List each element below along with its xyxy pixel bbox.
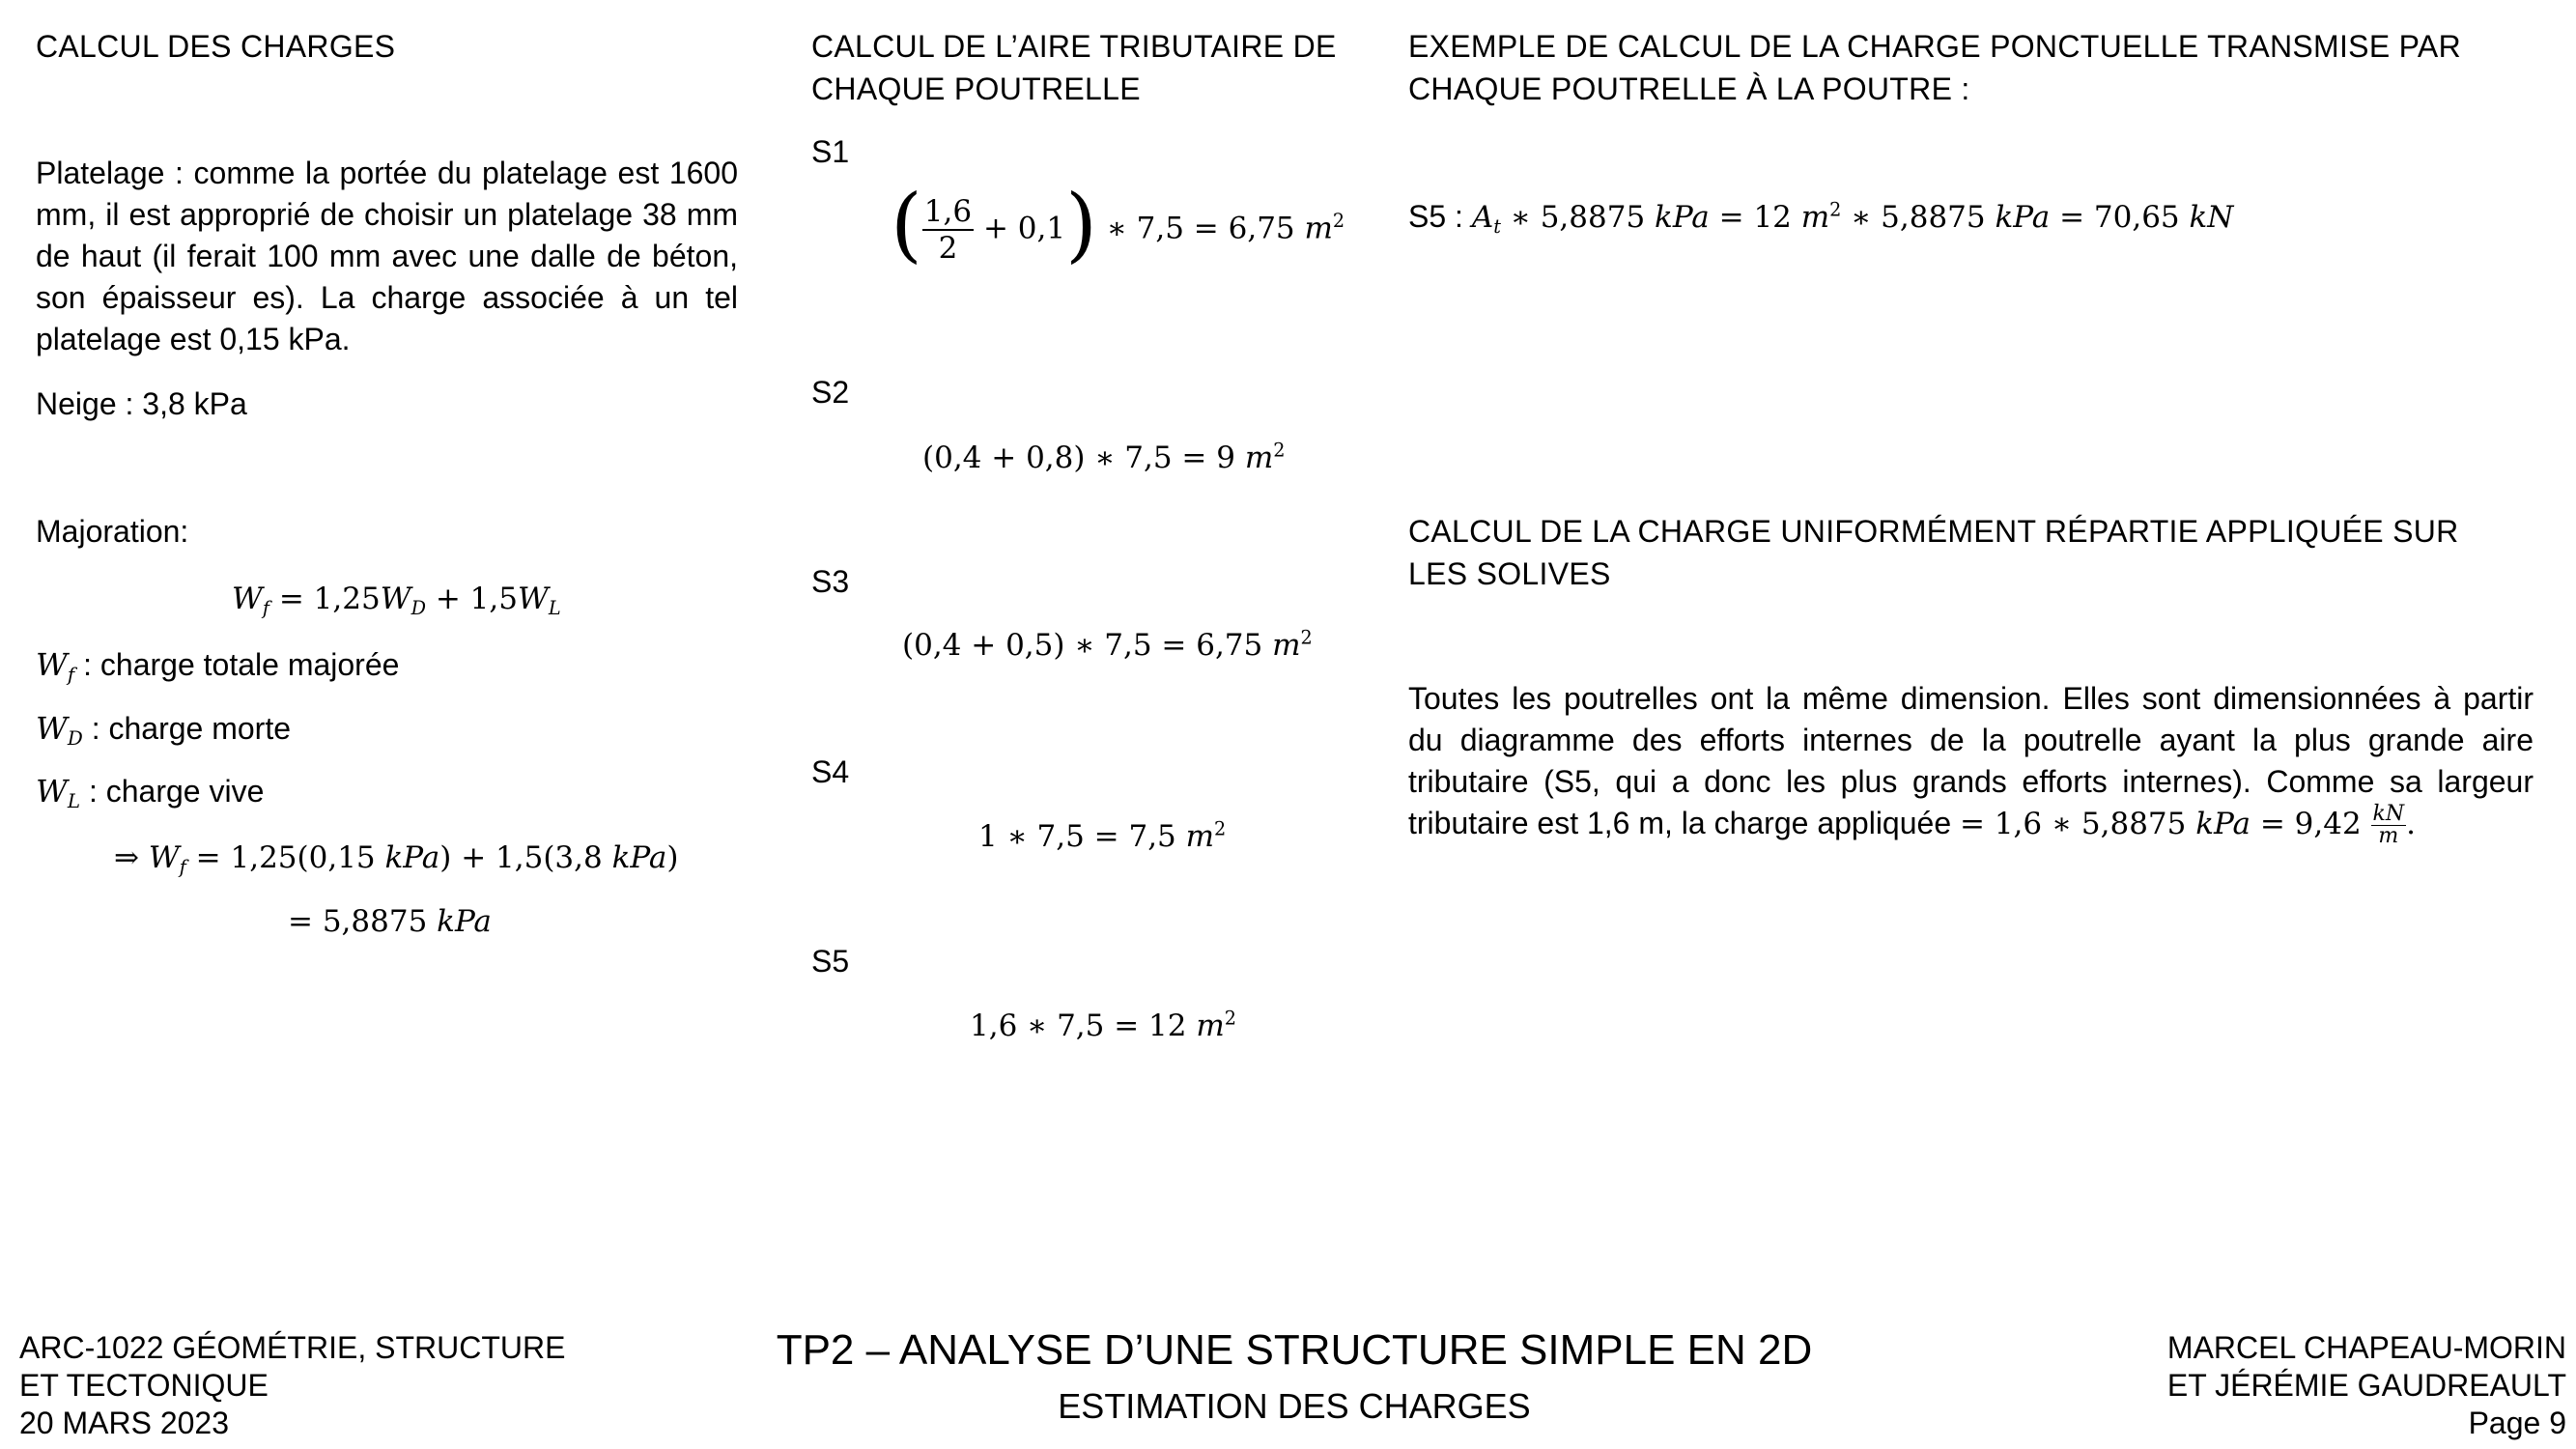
neige-text: Neige : 3,8 kPa xyxy=(36,386,247,421)
definition-wl: $W_L$ : charge vive xyxy=(36,773,265,812)
section-heading-charge-repartie: CALCUL DE LA CHARGE UNIFORMÉMENT RÉPARTIE APPLIQUÉE SUR LES SOLIVES xyxy=(1408,514,2459,591)
wf-calculation-line2: = 5,8875 kPa xyxy=(288,904,492,939)
s4-label: S4 xyxy=(811,754,850,789)
charge-repartie-paragraph: Toutes les poutrelles ont la même dimension. Elles sont dimensionnées à partir du diagramme des efforts internes de la poutrelle ayant la plus grande aire tributaire (S5, qui a donc les plus grands efforts internes). Comme sa largeur tributaire est 1,6 m, la charge appliquée = 1,6 ∗ 5,8875 kPa = 9,42 $\frac{kN}{m}$ . xyxy=(1408,681,2534,848)
definition-wd: $W_D$ : charge morte xyxy=(36,710,291,750)
s3-label: S3 xyxy=(811,564,850,599)
platelage-paragraph: Platelage : comme la portée du platelage est 1600 mm, il est approprié de choisir un platelage 38 mm de haut (il ferait 100 mm avec une dalle de béton, son épaisseur es). La charge associée à un tel platelage est 0,15 kPa. xyxy=(36,156,738,356)
footer-authors: MARCEL CHAPEAU-MORIN ET JÉRÉMIE GAUDREAULT Page 9 xyxy=(2166,1330,2566,1440)
s1-equation: ( $\frac{1,6}{2}$ + 0,1) ∗ 7,5 = 6,75 $m^2$ xyxy=(891,177,1345,271)
s2-equation: (0,4 + 0,8) ∗ 7,5 = 9 $m^2$ xyxy=(922,439,1286,475)
s5-point-load-equation: S5 : $A_t$ ∗ 5,8875 kPa = 12 $m^2$ ∗ 5,8875 kPa = 70,65 kN xyxy=(1408,198,2234,238)
page-number: Page 9 xyxy=(2468,1406,2566,1440)
section-heading-aire-tributaire: CALCUL DE L’AIRE TRIBUTAIRE DE CHAQUE POUTRELLE xyxy=(811,29,1337,106)
s2-label: S2 xyxy=(811,375,850,410)
section-heading-calcul-des-charges: CALCUL DES CHARGES xyxy=(36,29,396,64)
s5-equation: 1,6 ∗ 7,5 = 12 $m^2$ xyxy=(970,1007,1236,1043)
footer-course-info: ARC-1022 GÉOMÉTRIE, STRUCTURE ET TECTONIQUE 20 MARS 2023 xyxy=(19,1330,566,1440)
definition-wf: $W_f$ : charge totale majorée xyxy=(36,646,400,686)
s4-equation: 1 ∗ 7,5 = 7,5 $m^2$ xyxy=(978,817,1227,854)
section-heading-charge-ponctuelle: EXEMPLE DE CALCUL DE LA CHARGE PONCTUELLE TRANSMISE PAR CHAQUE POUTRELLE À LA POUTRE : xyxy=(1408,29,2461,106)
footer-title: TP2 – ANALYSE D’UNE STRUCTURE SIMPLE EN 2D xyxy=(776,1326,1813,1374)
majoration-equation: $W_f = 1,25W_D + 1,5W_L$ xyxy=(232,582,561,619)
wf-calculation-line1: ⇒ $W_f = 1,25(0,15$ kPa) + 1,5(3,8 kPa) xyxy=(114,840,679,878)
majoration-label: Majoration: xyxy=(36,514,189,549)
s1-label: S1 xyxy=(811,134,850,169)
s5-label: S5 xyxy=(811,944,850,979)
footer-subtitle: ESTIMATION DES CHARGES xyxy=(1058,1386,1531,1426)
s3-equation: (0,4 + 0,5) ∗ 7,5 = 6,75 $m^2$ xyxy=(902,626,1313,663)
footer-document-title xyxy=(715,1323,1874,1432)
